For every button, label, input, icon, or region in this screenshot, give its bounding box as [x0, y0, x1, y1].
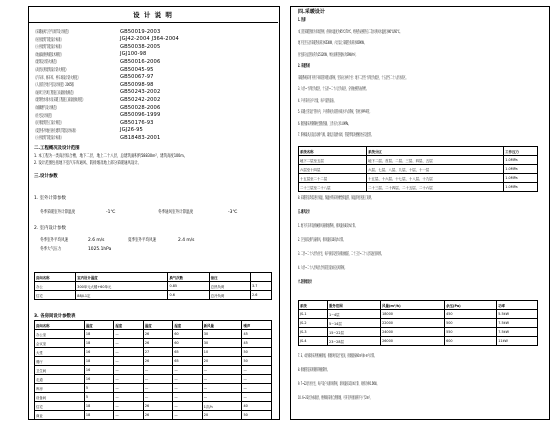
heating-note-line: 3. 六层~十四层为低区，十五层~二十八层为高区，分别由换热站供给。 — [298, 87, 369, 92]
table-header-cell: 温度 — [143, 321, 172, 330]
table-cell: 六层、七层、八层、九层、十层、十一层 — [367, 165, 504, 174]
table-cell: — — [242, 375, 272, 384]
table-cell: 26 — [143, 339, 172, 348]
table-cell: 二十三层、二十四层、二十五层、二十六层 — [367, 183, 504, 192]
heating-zone-table — [298, 146, 538, 192]
table-cell: — — [114, 384, 143, 393]
smoke-fan-table — [298, 300, 538, 346]
table-header-cell: 系统分区 — [367, 147, 504, 156]
table-cell: 会议室 — [35, 339, 85, 348]
heating-note-line: 2. 采暖系统 — [298, 64, 310, 69]
table-cell: — — [202, 384, 242, 393]
table-cell: — — [114, 339, 143, 348]
table-cell: 65 — [173, 348, 202, 357]
table-cell: 0.6 — [168, 291, 209, 300]
table-row — [299, 310, 538, 319]
standard-code: JGJ100-98 — [120, 51, 147, 58]
table-cell: — — [173, 375, 202, 384]
ventilation-note-line: 3. 二层~二十六层为住宅，每户厨房设竖向排油烟道，二十三层~二十八层设屋顶风机。 — [298, 252, 384, 257]
table-cell: 550 — [445, 328, 497, 337]
standard-code: GB50045-95 — [120, 66, 154, 73]
standard-name: 《夏热冬冷地区居住建筑节能设计标准》 — [34, 128, 78, 134]
table-cell: 22000 — [381, 319, 445, 328]
standard-code: GB50019-2003 — [120, 28, 161, 35]
table-cell: 18 — [84, 357, 113, 366]
right-title: 四.采暖设计 — [298, 9, 325, 15]
table-cell: 1.0MPa — [504, 165, 538, 174]
table-row — [35, 411, 272, 420]
table-header-cell: 余压(Pa) — [445, 301, 497, 310]
ventilation-note-line: 六.防排烟设计 — [298, 280, 313, 285]
section-2-heading: 二.工程概况及设计范围 — [34, 146, 80, 151]
table-cell: — — [173, 402, 202, 411]
load-table — [34, 272, 272, 300]
table-cell: JS-2 — [299, 319, 328, 328]
ventilation-note-line: 8. 采暖管道均需进行保温，保温材料采用橡塑保温管，保温厚度见施工说明。 — [298, 196, 374, 201]
table-cell: 26 — [143, 357, 172, 366]
table-cell: 10 — [202, 348, 242, 357]
heating-note-line: 采暖系统采用下供下回双管同程式系统，竖向分为两个区：地下二层至十四层为低区，十五层至二十八层为高区。 — [298, 75, 408, 81]
table-cell: 27 — [143, 348, 172, 357]
table-cell: — — [202, 366, 242, 375]
standard-name: 《居住建筑节能设计标准》 — [34, 37, 63, 43]
table-cell: 十五层、十六层、十七层、十八层、十九层 — [367, 174, 504, 183]
table-cell: 库房 — [35, 384, 85, 393]
table-cell: 88JI-1定 — [76, 291, 168, 300]
table-cell: 总热负荷 — [209, 282, 250, 291]
heating-note-line: 4. 户内采用分户计量，每户设热量表。 — [298, 98, 336, 104]
table-header-cell: 备注 — [209, 273, 250, 282]
standard-name: 《建筑设计防火规范》 — [34, 60, 59, 66]
table-cell: — — [202, 393, 242, 402]
smoke-note-line: 9. 7~22层为住宅，每户设户式排风系统，新风量按1次/h计算，风机功率0.5KW。 — [298, 382, 379, 387]
heating-note-line: 地下室至五层采暖热负荷为653KW，六层以上采暖热负荷为859KW。 — [298, 41, 367, 46]
table-cell: 5~14层 — [328, 319, 381, 328]
section-3-line-2: 2. 室内设计参数 — [34, 226, 66, 231]
table-cell: 5 — [84, 384, 113, 393]
heating-note-line: 7. 系统最高点设自动排气阀，最低点设泄水阀，管道穿墙及楼板处应设套管。 — [298, 133, 374, 138]
standard-code: GB18483-2001 — [120, 134, 161, 141]
table-cell: 65 — [173, 357, 202, 366]
table-cell: 六层至十四层 — [299, 165, 367, 174]
table-cell: 24000 — [381, 328, 445, 337]
table-header-cell: 房间名称 — [35, 273, 76, 282]
table-cell: 住宅 — [35, 291, 76, 300]
ventilation-note-line: 五.通风设计 — [298, 210, 310, 215]
table-row — [299, 174, 538, 183]
standard-code: GB50242-2002 — [120, 96, 161, 103]
table-header-cell: 风量(m³/h) — [381, 301, 445, 310]
standard-code: GB50098-98 — [120, 81, 154, 88]
table-header-cell: 系统名称 — [299, 147, 367, 156]
table-cell: — — [143, 393, 172, 402]
table-cell: — — [114, 330, 143, 339]
table-cell: 1次/h — [202, 402, 242, 411]
table-cell: 60 — [173, 330, 202, 339]
table-row — [35, 393, 272, 402]
table-cell: — — [114, 402, 143, 411]
table-cell: — — [114, 375, 143, 384]
table-cell: 地下二层至五层 — [299, 156, 367, 165]
smoke-note-line: 7. 3、4层商场采用机械排烟，排烟风机设于屋顶，排烟量按60m³/(h·m²)计算。 — [298, 354, 377, 359]
table-cell: 23~28层 — [328, 337, 381, 346]
table-cell: 20 — [202, 411, 242, 420]
standard-code: GB50096-1999 — [120, 112, 161, 119]
table-cell: 16 — [84, 375, 113, 384]
table-cell: 7.5kW — [497, 328, 538, 337]
table-row — [35, 282, 272, 291]
table-row — [299, 183, 538, 192]
section-2-line-2: 2. 设计范围包括地下室汽车库通风、防排烟及地上部分采暖通风设计。 — [34, 161, 142, 166]
table-cell: 26 — [143, 402, 172, 411]
table-cell: 办公室 — [35, 330, 85, 339]
table-row — [35, 375, 272, 384]
table-cell: 2.6 — [251, 291, 272, 300]
right-column — [290, 0, 548, 401]
table-cell: 50 — [242, 357, 272, 366]
table-cell: — — [114, 348, 143, 357]
standard-code: GB50067-97 — [120, 74, 154, 81]
standard-name: 《公共建筑节能设计标准》 — [34, 45, 63, 51]
heating-note-line: 1. 热源 — [298, 18, 306, 23]
table-header-cell: 房间名称 — [35, 321, 85, 330]
pressure-label: 冬季大气压力 — [40, 247, 62, 252]
table-row — [299, 156, 538, 165]
table-cell: 30 — [202, 339, 242, 348]
table-cell: 18 — [84, 402, 113, 411]
standard-name: 《城镇燃气设计规范》 — [34, 106, 59, 111]
table-row — [35, 366, 272, 375]
heating-note-line: 本工程采暖热源为市政热网，供回水温度为95℃/70℃，经换热站换热后二次水供回水温度为80℃/60℃。 — [298, 29, 402, 35]
table-cell: 60 — [173, 339, 202, 348]
table-row — [35, 384, 272, 393]
outdoor-param-2-label: 冬季通风室外计算温度 — [158, 210, 194, 215]
standard-code: GB50243-2002 — [120, 89, 161, 96]
table-cell: JS-3 — [299, 328, 328, 337]
heating-note-line: 6. 散热器采用钢制柱型散热器，工作压力为1.0MPa。 — [298, 121, 351, 127]
standard-code: GB50176-93 — [120, 119, 154, 126]
table-cell: — — [114, 393, 143, 402]
ventilation-note-line: 1. 地下汽车库设机械排风兼排烟系统，排风量按6次/h计算。 — [298, 224, 358, 229]
outdoor-param-2-value: -3℃ — [228, 210, 238, 215]
table-cell: 大堂 — [35, 348, 85, 357]
table-header-cell: 温度 — [84, 321, 113, 330]
standard-name: 《公共建筑节能设计标准》 — [34, 136, 63, 142]
standard-code: JGJ26-95 — [120, 127, 143, 134]
table-cell: 总冷负荷 — [209, 291, 250, 300]
table-header-row — [35, 321, 272, 330]
standard-name: 《采暖通风与空气调节设计规范》 — [34, 30, 71, 35]
table-cell: 40 — [242, 402, 272, 411]
table-cell: — — [143, 384, 172, 393]
standard-name: 《人民防空地下室设计规范》2005版 — [34, 83, 74, 89]
table-cell: — — [143, 375, 172, 384]
room-parameter-table — [34, 320, 272, 420]
standard-name: 《地面辐射供暖技术规程》 — [34, 52, 63, 58]
table-cell: 500 — [445, 319, 497, 328]
table-cell: 地下二层、首层、二层、三层、四层、五层 — [367, 156, 504, 165]
table-cell: 16 — [84, 348, 113, 357]
table-cell: 11kW — [497, 337, 538, 346]
table-cell: — — [242, 366, 272, 375]
table-row — [299, 328, 538, 337]
table-cell: 十五层至二十二层 — [299, 174, 367, 183]
table-cell: — — [173, 393, 202, 402]
table-header-row — [299, 147, 538, 156]
table-cell: 45 — [242, 330, 272, 339]
table-cell: 7.5kW — [497, 319, 538, 328]
standard-name: 《汽车库、修车库、停车场设计防火规范》 — [34, 75, 80, 81]
table-cell: 1~4层 — [328, 310, 381, 319]
table-cell: 16 — [84, 366, 113, 375]
table-cell: 办公 — [35, 282, 76, 291]
heating-note-line: 住宅部分总热负荷为1512KW，单位面积热指标为59W/m²。 — [298, 52, 358, 58]
table-cell: 45 — [242, 339, 272, 348]
table-header-cell: 工作压力 — [504, 147, 538, 156]
smoke-note-line: 10. 6~23层为标准层，楼梯间采用自然排烟，可开启外窗面积不小于2m²。 — [298, 396, 372, 401]
table-cell: 50 — [242, 411, 272, 420]
ventilation-note-line: 2. 卫生间设排气扇排风，排风量按10次/h计算。 — [298, 238, 346, 243]
table-cell: 18 — [84, 339, 113, 348]
room-table-label: 3. 各房间设计参数表 — [34, 314, 76, 319]
standard-code: GB50038-2005 — [120, 43, 161, 50]
table-cell: 1.0MPa — [504, 183, 538, 192]
table-cell: 1.0MPa — [504, 156, 538, 165]
standard-name: 《高层民用建筑设计防火规范》 — [34, 68, 68, 73]
table-cell: 20 — [202, 357, 242, 366]
left-title: 设 计 说 明 — [133, 11, 173, 19]
table-cell: — — [202, 375, 242, 384]
standard-name: 《通风与空调工程施工质量验收规范》 — [34, 90, 76, 96]
table-cell: 1.0MPa — [504, 174, 538, 183]
table-cell: 走道 — [35, 375, 85, 384]
outdoor-param-1-value: -1℃ — [106, 210, 116, 215]
table-row — [35, 291, 272, 300]
table-cell: JS-4 — [299, 337, 328, 346]
table-row — [299, 337, 538, 346]
table-cell: — — [114, 366, 143, 375]
table-cell: — — [114, 411, 143, 420]
table-cell: 300单元大楼+60单元 — [76, 282, 168, 291]
table-header-cell: 室内设计温度 — [76, 273, 168, 282]
pressure-value: 1025.1hPa — [88, 247, 112, 252]
table-cell: — — [173, 366, 202, 375]
table-row — [35, 348, 272, 357]
left-column — [28, 0, 278, 418]
table-cell: 5.5kW — [497, 310, 538, 319]
table-header-row — [299, 301, 538, 310]
table-header-cell: 湿度 — [173, 321, 202, 330]
wind-2-label: 夏季室外平均风速 — [128, 238, 157, 243]
table-header-cell: 湿度 — [114, 321, 143, 330]
wind-1-value: 2.6 m/s — [88, 238, 105, 243]
table-cell: 18 — [84, 330, 113, 339]
table-cell: 商业 — [35, 411, 85, 420]
table-cell: JS-1 — [299, 310, 328, 319]
table-row — [35, 402, 272, 411]
table-cell: — — [242, 393, 272, 402]
table-cell: — — [173, 411, 202, 420]
outdoor-param-1-label: 冬季采暖室外计算温度 — [40, 210, 76, 215]
left-title-rule — [28, 22, 278, 23]
table-header-row — [35, 273, 272, 282]
table-cell: 26000 — [381, 337, 445, 346]
table-header-cell: 新风量 — [202, 321, 242, 330]
table-cell: 卫生间 — [35, 366, 85, 375]
table-header-cell: 噪声 — [242, 321, 272, 330]
table-cell: 0.85 — [168, 282, 209, 291]
standard-code: GB50028-2006 — [120, 104, 161, 111]
table-cell: 二十三层至二十八层 — [299, 183, 367, 192]
ventilation-note-line: 4. 六层~二十八层每层合用前室设加压送风系统。 — [298, 266, 347, 271]
standard-code: JGJ42-2004 J364-2004 — [120, 36, 179, 43]
table-header-cell: 系统 — [299, 301, 328, 310]
table-cell: 3.7 — [251, 282, 272, 291]
table-cell: 餐厅 — [35, 357, 85, 366]
heating-note-line: 5. 采暖立管设于管井内，户内系统为双管并联水平式系统，管材为PP-R管。 — [298, 110, 372, 115]
table-cell: — — [173, 384, 202, 393]
table-cell: 设备间 — [35, 393, 85, 402]
table-row — [35, 357, 272, 366]
table-cell: 5 — [84, 393, 113, 402]
table-row — [299, 319, 538, 328]
wind-2-value: 2.4 m/s — [178, 238, 195, 243]
table-cell: 30 — [202, 330, 242, 339]
table-row — [35, 330, 272, 339]
table-cell: — — [242, 384, 272, 393]
table-header-cell: 换气次数 — [168, 273, 209, 282]
table-header-cell — [251, 273, 272, 282]
table-cell: 18 — [84, 411, 113, 420]
table-cell: — — [143, 366, 172, 375]
standard-name: 《民用建筑热工设计规范》 — [34, 121, 63, 127]
section-2-line-1: 1. 本工程为一类高层综合楼，地下二层，地上二十八层，总建筑面积约58830m²，建筑高度100m。 — [34, 154, 188, 159]
table-cell: 450 — [445, 310, 497, 319]
standard-name: 《建筑给水排水及采暖工程施工质量验收规范》 — [34, 98, 85, 104]
table-header-cell: 服务范围 — [328, 301, 381, 310]
smoke-note-line: 8. 排烟管道采用镀锌钢板制作。 — [298, 368, 330, 373]
section-3-line-1: 1. 室外计算参数 — [34, 196, 66, 201]
standard-code: GB50016-2006 — [120, 58, 161, 65]
table-header-cell: 功率 — [497, 301, 538, 310]
standard-name: 《住宅设计规范》 — [34, 113, 54, 119]
table-cell: 18000 — [381, 310, 445, 319]
table-cell: 15~22层 — [328, 328, 381, 337]
table-cell: — — [114, 357, 143, 366]
table-cell: 26 — [143, 411, 172, 420]
wind-1-label: 冬季室外平均风速 — [40, 238, 69, 243]
table-cell: 26 — [143, 330, 172, 339]
table-cell: 住宅 — [35, 402, 85, 411]
table-cell: 50 — [242, 348, 272, 357]
table-cell: 600 — [445, 337, 497, 346]
table-row — [299, 165, 538, 174]
section-3-heading: 三.设计参数 — [34, 174, 58, 179]
table-row — [35, 339, 272, 348]
